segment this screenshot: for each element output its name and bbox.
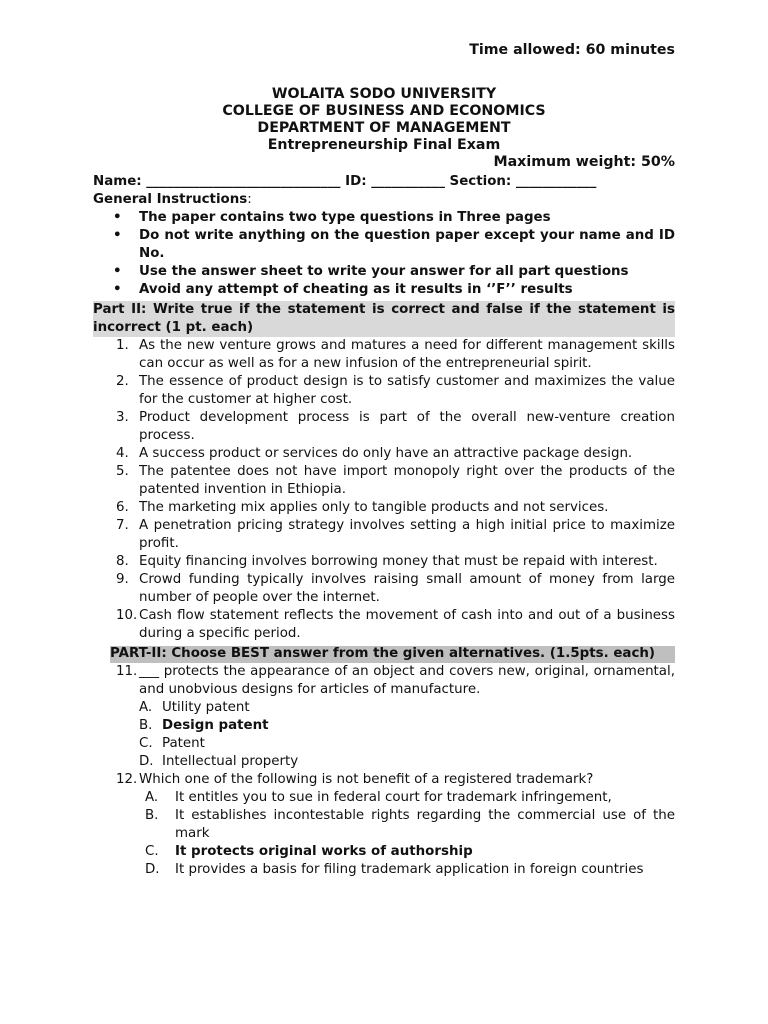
question-item: 1. As the new venture grows and matures a need for different management skills can occur as well as for a new infusion of the entrepreneurial spirit. xyxy=(116,338,675,371)
true-false-questions xyxy=(93,337,675,643)
question-item: 4. A success product or services do only have an attractive package design. xyxy=(116,446,633,461)
question-item: 2. The essence of product design is to satisfy customer and maximizes the value for the customer at higher cost. xyxy=(116,374,675,407)
option-item: A. It entitles you to sue in federal court for trademark infringement, xyxy=(145,790,612,805)
bullet-icon: • xyxy=(113,210,122,225)
question-item: 7. A penetration pricing strategy involves setting a high initial price to maximize profit. xyxy=(116,518,675,551)
university-name: WOLAITA SODO UNIVERSITY xyxy=(271,86,497,102)
question-item: 10. Cash flow statement reflects the movement of cash into and out of a business during a specific period. xyxy=(116,608,675,641)
part-multiple-choice-heading: PART-II: Choose BEST answer from the given alternatives. (1.5pts. each) xyxy=(110,646,675,663)
general-instructions-label: General Instructions xyxy=(93,192,248,207)
time-allowed: Time allowed: 60 minutes xyxy=(469,42,675,58)
option-item: B. It establishes incontestable rights regarding the commercial use of the mark xyxy=(145,808,675,841)
question-item: 8. Equity financing involves borrowing money that must be repaid with interest. xyxy=(116,554,658,569)
instruction-item: • Avoid any attempt of cheating as it results in ‘’F’’ results xyxy=(113,282,573,297)
option-item-answer: B. Design patent xyxy=(139,718,269,733)
instruction-item: • The paper contains two type questions in Three pages xyxy=(113,210,551,225)
question-item: 6. The marketing mix applies only to tangible products and not services. xyxy=(116,500,609,515)
bullet-icon: • xyxy=(113,264,122,279)
option-item: C. Patent xyxy=(139,736,205,751)
name-id-section-line: Name: _____________________________ ID: ___________ Section: ____________ xyxy=(93,174,597,189)
exam-page xyxy=(93,40,675,879)
college-name: COLLEGE OF BUSINESS AND ECONOMICS xyxy=(222,103,546,119)
general-instructions-heading xyxy=(93,191,675,209)
instruction-item: • Use the answer sheet to write your answer for all part questions xyxy=(113,264,629,279)
instruction-item: • Do not write anything on the question paper except your name and ID No. xyxy=(113,228,675,261)
department-name: DEPARTMENT OF MANAGEMENT xyxy=(257,120,511,136)
question-item: 11. ___ protects the appearance of an object and covers new, original, ornamental, and unobvious designs for articles of manufacture. A. Utility patent B. Design patent C. Patent D. Intellectual property xyxy=(116,664,675,769)
maximum-weight: Maximum weight: 50% xyxy=(493,154,675,170)
instructions-list xyxy=(93,209,675,299)
exam-title: Entrepreneurship Final Exam xyxy=(267,137,501,153)
question-item: 9. Crowd funding typically involves raising small amount of money from large number of people over the internet. xyxy=(116,572,675,605)
question-item: 5. The patentee does not have import monopoly right over the products of the patented invention in Ethiopia. xyxy=(116,464,675,497)
option-item: A. Utility patent xyxy=(139,700,250,715)
instructions-colon: : xyxy=(247,192,252,207)
part-true-false-heading: Part II: Write true if the statement is correct and false if the statement is incorrect (1 pt. each) xyxy=(93,302,675,335)
question-item: 12. Which one of the following is not benefit of a registered trademark? A. It entitles you to sue in federal court for trademark infringement, B. It establishes incontestable rights regarding the commercial use of the mark C. It protects original works of authorship D. It provides a basis for filing trademark application in foreign countries xyxy=(116,772,675,877)
option-item: D. It provides a basis for filing trademark application in foreign countries xyxy=(145,862,644,877)
answer-options xyxy=(145,789,675,879)
question-item: 3. Product development process is part of the overall new-venture creation process. xyxy=(116,410,675,443)
answer-options xyxy=(139,699,675,771)
bullet-icon: • xyxy=(113,228,122,243)
bullet-icon: • xyxy=(113,282,122,297)
multiple-choice-questions xyxy=(93,663,675,879)
option-item-answer: C. It protects original works of authorship xyxy=(145,844,473,859)
option-item: D. Intellectual property xyxy=(139,754,299,769)
